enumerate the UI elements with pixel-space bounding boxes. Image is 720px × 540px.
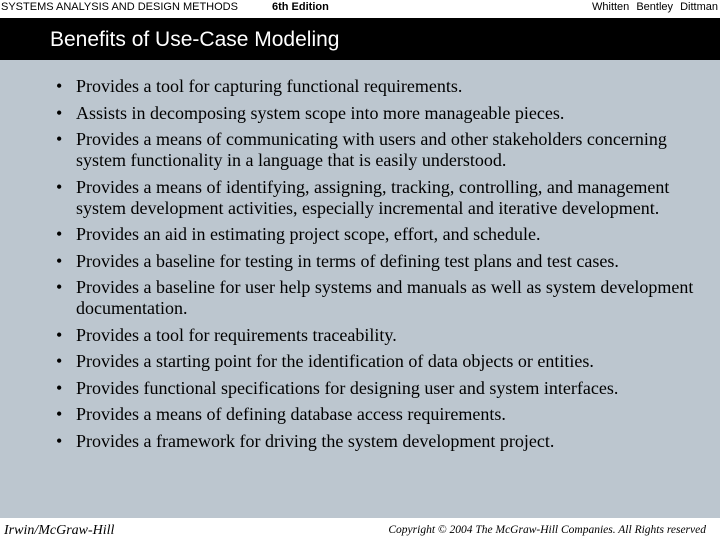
bullet-item bbox=[56, 251, 706, 272]
bullet-text: Provides a tool for capturing functional requirements. bbox=[76, 76, 463, 96]
bullet-dot: • bbox=[56, 324, 63, 345]
slide-footer bbox=[0, 518, 720, 540]
bullet-text: Provides an aid in estimating project scope, effort, and schedule. bbox=[76, 224, 541, 244]
bullet-dot: • bbox=[56, 404, 63, 424]
bullet-dot: • bbox=[56, 176, 63, 197]
bullet-dot: • bbox=[56, 224, 63, 244]
bullet-text: Provides a means of defining database access requirements. bbox=[76, 404, 506, 424]
bullet-dot: • bbox=[56, 277, 63, 297]
title-bar bbox=[0, 18, 720, 60]
authors-label: Whitten Bentley Dittman bbox=[592, 1, 718, 13]
bullet-item bbox=[56, 224, 706, 245]
bullet-text: Provides a baseline for testing in terms of defining test plans and test cases. bbox=[76, 250, 619, 271]
bullet-text: Provides a framework for driving the system development project. bbox=[76, 430, 555, 451]
bullet-text: Provides a tool for requirements traceability. bbox=[76, 324, 397, 345]
copyright-label: Copyright © 2004 The McGraw-Hill Companies. All Rights reserved bbox=[388, 524, 706, 536]
bullet-dot: • bbox=[56, 430, 63, 451]
bullet-text: Provides a means of identifying, assigning, tracking, controlling, and management system development activities, especially incremental and iterative development. bbox=[76, 176, 670, 218]
bullet-item bbox=[56, 351, 706, 372]
bullet-text: Provides a means of communicating with users and other stakeholders concerning system functionality in a language that is easily understood. bbox=[76, 129, 667, 170]
bullet-item bbox=[56, 378, 706, 399]
bullet-text: Provides a starting point for the identification of data objects or entities. bbox=[76, 351, 594, 371]
bullet-item bbox=[56, 177, 706, 219]
bullet-item bbox=[56, 129, 706, 171]
bullet-text: Provides functional specifications for designing user and system interfaces. bbox=[76, 377, 619, 398]
bullet-item bbox=[56, 103, 706, 124]
book-title: SYSTEMS ANALYSIS AND DESIGN METHODS bbox=[1, 1, 238, 13]
bullet-dot: • bbox=[56, 129, 63, 149]
bullet-dot: • bbox=[56, 351, 63, 371]
bullet-item bbox=[56, 277, 706, 319]
bullet-list bbox=[56, 76, 706, 457]
bullet-text: Assists in decomposing system scope into more manageable pieces. bbox=[76, 102, 565, 123]
bullet-dot: • bbox=[56, 377, 63, 398]
slide-title: Benefits of Use-Case Modeling bbox=[50, 28, 340, 51]
slide-content bbox=[0, 60, 720, 518]
slide-header bbox=[0, 0, 720, 16]
publisher-label: Irwin/McGraw-Hill bbox=[4, 523, 115, 538]
bullet-text: Provides a baseline for user help systems and manuals as well as system development documentation. bbox=[76, 277, 694, 318]
bullet-item bbox=[56, 431, 706, 452]
bullet-item bbox=[56, 325, 706, 346]
bullet-item bbox=[56, 76, 706, 97]
bullet-dot: • bbox=[56, 76, 63, 96]
edition-label: 6th Edition bbox=[272, 1, 329, 13]
bullet-dot: • bbox=[56, 102, 63, 123]
bullet-dot: • bbox=[56, 250, 63, 271]
bullet-item bbox=[56, 404, 706, 425]
